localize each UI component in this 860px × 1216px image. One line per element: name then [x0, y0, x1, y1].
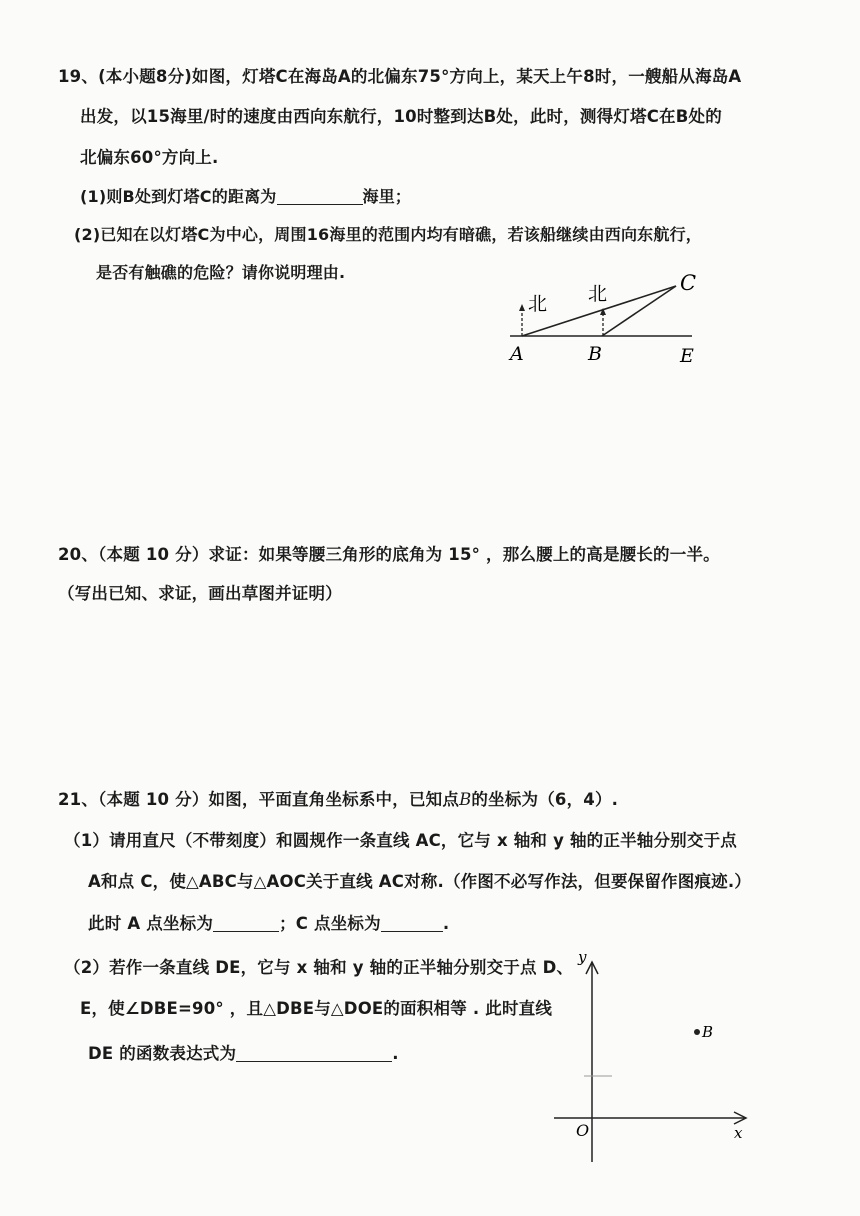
q21-part2-line3: [88, 1040, 399, 1064]
q21-part1-c-label: ；C 点坐标为: [279, 914, 381, 933]
q21-coordinate-figure: [548, 944, 758, 1174]
q21-part1-line3: [88, 910, 449, 934]
q19-part2-line2: 是否有触礁的危险？请你说明理由.: [96, 263, 346, 282]
point-a-label: A: [510, 343, 524, 365]
q21-part1-a-label: 此时 A 点坐标为: [88, 914, 214, 933]
q21-point-b: B: [459, 790, 472, 809]
q21-text-1b: 的坐标为（6，4）.: [471, 790, 619, 809]
q21-part2-end: .: [392, 1044, 399, 1063]
north-label-b: 北: [588, 283, 608, 305]
q19-figure: [500, 270, 720, 370]
q19-part1-prefix: (1)则B处到灯塔C的距离为: [80, 187, 277, 206]
point-b-dot: [694, 1029, 700, 1035]
q19-part1: [80, 184, 411, 207]
q19-part1-answer-blank[interactable]: [277, 186, 363, 205]
q19-line2: 出发，以15海里/时的速度由西向东航行，10时整到达B处，此时，测得灯塔C在B处的: [80, 107, 722, 126]
line-bc: [602, 286, 676, 336]
north-arrowhead-a: [519, 304, 525, 311]
point-e-label: E: [680, 345, 694, 367]
q21-text-1a: 21、（本题 10 分）如图，平面直角坐标系中，已知点: [58, 790, 460, 809]
q21-part1-line2: A和点 C，使△ABC与△AOC关于直线 AC对称.（作图不必写作法，但要保留作图痕迹.）: [88, 872, 752, 891]
q19-text-1: (本小题8分)如图，灯塔C在海岛A的北偏东75°方向上，某天上午8时，一艘船从海岛A: [98, 67, 742, 86]
point-b-label: B: [702, 1023, 714, 1041]
q21-part2-de-label: DE 的函数表达式为: [88, 1044, 237, 1063]
north-label-a: 北: [528, 293, 548, 315]
q19-part2-line1: (2)已知在以灯塔C为中心，周围16海里的范围内均有暗礁，若该船继续由西向东航行，: [74, 225, 702, 244]
point-b-label: B: [588, 343, 602, 365]
q21-point-a-blank[interactable]: [213, 913, 279, 932]
q21-part2-line2: E，使∠DBE=90° ，且△DBE与△DOE的面积相等 . 此时直线: [80, 999, 553, 1018]
q21-line1: [58, 786, 618, 810]
q19-line1: [58, 63, 741, 87]
point-c-label: C: [680, 271, 697, 295]
q21-part1-end: .: [442, 914, 450, 933]
origin-label: O: [576, 1121, 590, 1140]
q21-point-c-blank[interactable]: [381, 913, 443, 932]
q19-part1-suffix: 海里；: [362, 187, 412, 206]
q20-line1: 20、（本题 10 分）求证：如果等腰三角形的底角为 15° ，那么腰上的高是腰长的一半。: [58, 545, 720, 564]
q19-line3: 北偏东60°方向上.: [80, 148, 219, 167]
q19-number: 19、: [58, 67, 99, 86]
q21-part1-line1: （1）请用直尺（不带刻度）和圆规作一条直线 AC，它与 x 轴和 y 轴的正半轴分别交于点: [64, 831, 737, 850]
q21-de-function-blank[interactable]: [236, 1043, 392, 1062]
q21-part2-line1: （2）若作一条直线 DE，它与 x 轴和 y 轴的正半轴分别交于点 D、: [64, 958, 574, 977]
q20-line2: （写出已知、求证，画出草图并证明）: [58, 584, 342, 603]
y-axis-label: y: [578, 948, 587, 966]
x-axis-label: x: [734, 1124, 743, 1142]
